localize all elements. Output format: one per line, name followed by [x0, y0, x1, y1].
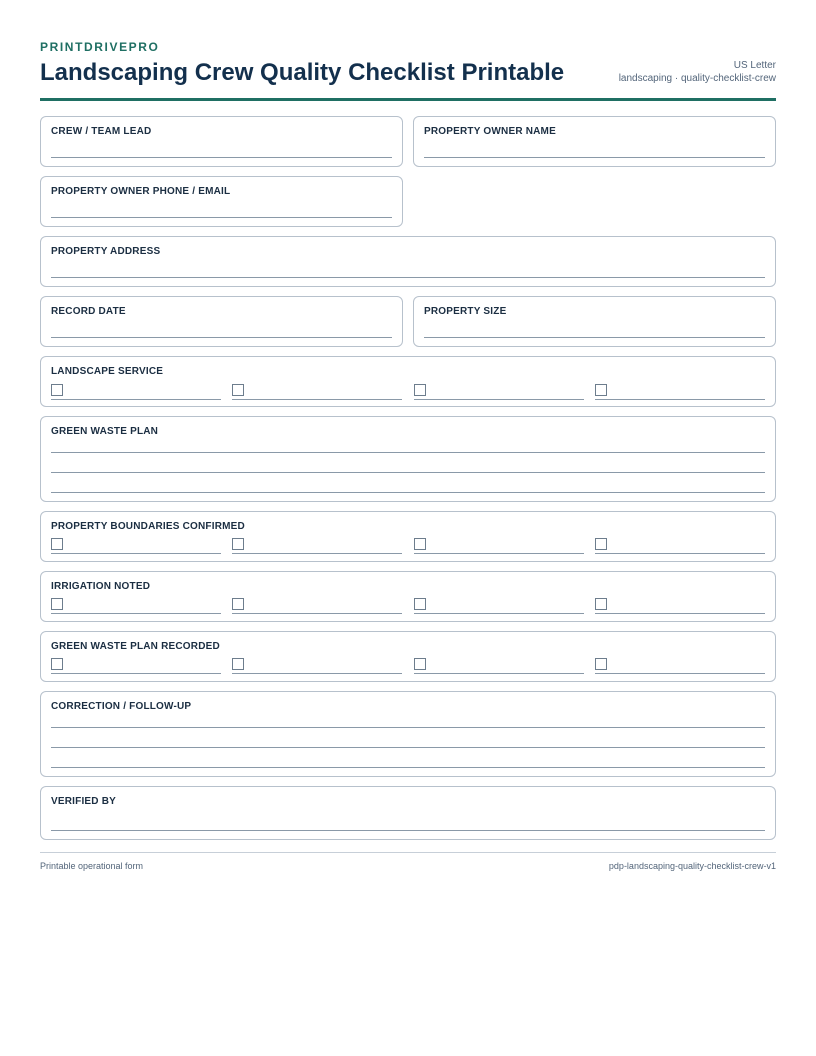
property-address-field	[40, 236, 776, 287]
crew-lead-input[interactable]	[51, 157, 392, 158]
form-meta	[619, 59, 776, 85]
paper-size: US Letter	[733, 60, 776, 71]
writing-line[interactable]	[51, 767, 765, 768]
page-title: Landscaping Crew Quality Checklist Printable	[40, 59, 565, 86]
checkbox[interactable]	[232, 598, 244, 610]
writing-line[interactable]	[51, 492, 765, 493]
property-size-input[interactable]	[424, 337, 765, 338]
footer-note: Printable operational form	[40, 861, 144, 871]
field-label: PROPERTY OWNER NAME	[424, 126, 556, 137]
checkbox[interactable]	[232, 658, 244, 670]
checkbox[interactable]	[51, 598, 63, 610]
owner-name-field	[413, 116, 776, 167]
form-footer	[40, 852, 776, 871]
field-label: CREW / TEAM LEAD	[51, 126, 152, 137]
checkbox-option[interactable]	[595, 382, 765, 400]
property-size-field	[413, 296, 776, 347]
checkbox[interactable]	[232, 538, 244, 550]
form-tags: landscaping · quality-checklist-crew	[618, 73, 776, 84]
checkbox[interactable]	[595, 598, 607, 610]
brand-name: PRINTDRIVEPRO	[40, 40, 160, 54]
checkbox-option[interactable]	[414, 596, 584, 614]
checkbox[interactable]	[595, 384, 607, 396]
checkbox-option[interactable]	[232, 596, 402, 614]
checkbox-option[interactable]	[595, 596, 765, 614]
checkbox-option[interactable]	[595, 536, 765, 554]
checkbox-option[interactable]	[51, 596, 221, 614]
crew-lead-field	[40, 116, 403, 167]
checkbox-option[interactable]	[232, 656, 402, 674]
property-address-input[interactable]	[51, 277, 765, 278]
field-label: PROPERTY BOUNDARIES CONFIRMED	[51, 521, 245, 532]
writing-line[interactable]	[51, 747, 765, 748]
checkbox[interactable]	[51, 658, 63, 670]
checkbox-option[interactable]	[51, 382, 221, 400]
checkbox-option[interactable]	[51, 656, 221, 674]
checkbox-option[interactable]	[414, 536, 584, 554]
checkbox[interactable]	[595, 658, 607, 670]
checkbox[interactable]	[232, 384, 244, 396]
form-header	[40, 40, 776, 101]
field-label: IRRIGATION NOTED	[51, 581, 151, 592]
verified-by-field	[40, 786, 776, 840]
field-label: GREEN WASTE PLAN	[51, 426, 159, 437]
checkbox[interactable]	[51, 538, 63, 550]
field-label: RECORD DATE	[51, 306, 126, 317]
irrigation-noted-field	[40, 571, 776, 622]
checkbox-option[interactable]	[51, 536, 221, 554]
writing-line[interactable]	[51, 472, 765, 473]
checkbox[interactable]	[414, 384, 426, 396]
writing-line[interactable]	[51, 727, 765, 728]
checkbox-option[interactable]	[595, 656, 765, 674]
owner-name-input[interactable]	[424, 157, 765, 158]
owner-contact-field	[40, 176, 403, 227]
checkbox[interactable]	[414, 598, 426, 610]
checkbox[interactable]	[595, 538, 607, 550]
field-label: GREEN WASTE PLAN RECORDED	[51, 641, 220, 652]
checkbox-option[interactable]	[414, 656, 584, 674]
writing-line[interactable]	[51, 452, 765, 453]
landscape-service-field	[40, 356, 776, 407]
checkbox[interactable]	[414, 658, 426, 670]
correction-followup-field	[40, 691, 776, 777]
owner-contact-input[interactable]	[51, 217, 392, 218]
verified-by-input[interactable]	[51, 830, 765, 831]
checkbox-option[interactable]	[232, 536, 402, 554]
field-label: PROPERTY ADDRESS	[51, 246, 161, 257]
green-waste-plan-field	[40, 416, 776, 502]
record-date-input[interactable]	[51, 337, 392, 338]
field-label: VERIFIED BY	[51, 796, 116, 807]
field-label: PROPERTY SIZE	[424, 306, 507, 317]
field-label: CORRECTION / FOLLOW-UP	[51, 701, 192, 712]
checkbox[interactable]	[51, 384, 63, 396]
checkbox-option[interactable]	[414, 382, 584, 400]
checkbox[interactable]	[414, 538, 426, 550]
record-date-field	[40, 296, 403, 347]
field-label: LANDSCAPE SERVICE	[51, 366, 164, 377]
field-label: PROPERTY OWNER PHONE / EMAIL	[51, 186, 231, 197]
green-waste-recorded-field	[40, 631, 776, 682]
boundaries-confirmed-field	[40, 511, 776, 562]
checkbox-option[interactable]	[232, 382, 402, 400]
form-id: pdp-landscaping-quality-checklist-crew-v1	[608, 861, 776, 871]
